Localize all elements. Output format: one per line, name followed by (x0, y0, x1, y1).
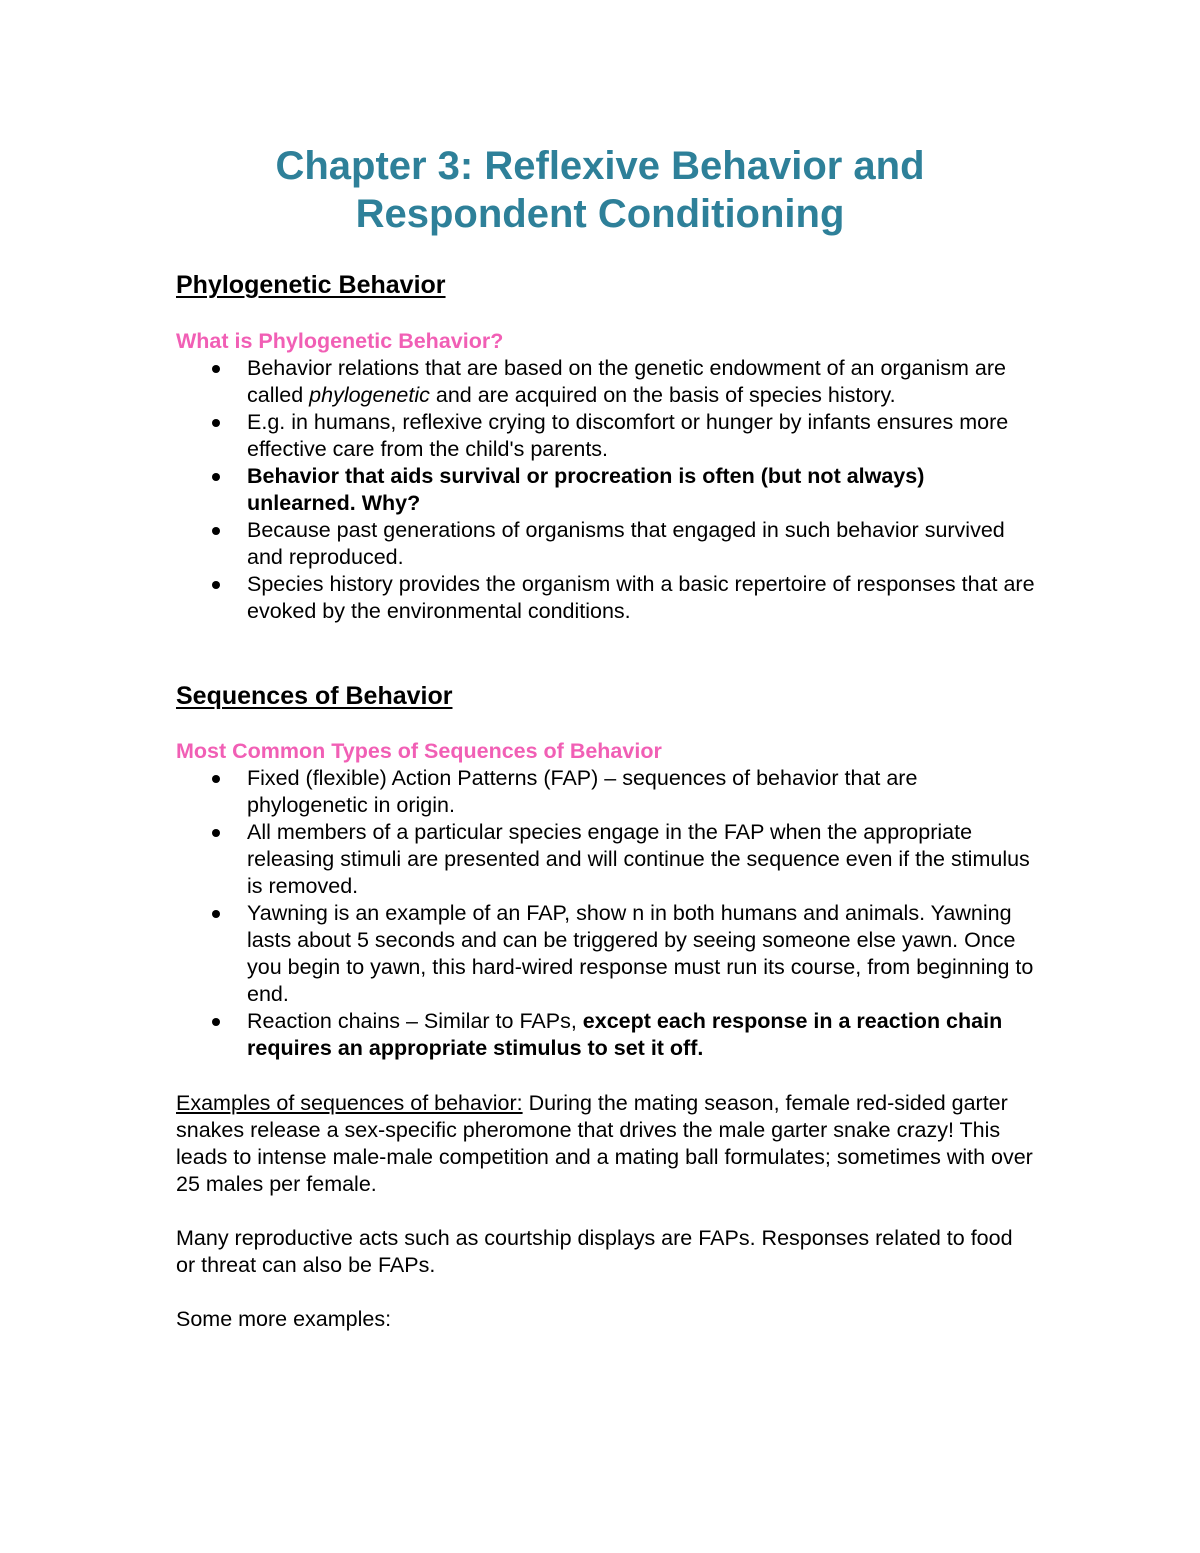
italic-term: phylogenetic (309, 383, 430, 407)
subheading-what-is-phylogenetic: What is Phylogenetic Behavior? (176, 329, 504, 353)
list-item: Because past generations of organisms that engaged in such behavior survived and reproduced. (176, 517, 1036, 571)
bullet-icon (212, 419, 220, 427)
list-item: Fixed (flexible) Action Patterns (FAP) – sequences of behavior that are phylogenetic in origin. (176, 765, 1036, 819)
bullet-icon (212, 829, 220, 837)
list-item: Yawning is an example of an FAP, show n in both humans and animals. Yawning lasts about 5 seconds and can be triggered by seeing someone else yawn. Once you begin to yawn, this hard-wired response must run its course, from beginning to end. (176, 900, 1036, 1008)
title-line-1: Chapter 3: Reflexive Behavior and (275, 144, 925, 188)
list-item: Reaction chains – Similar to FAPs, except each response in a reaction chain requires an appropriate stimulus to set it off. (176, 1008, 1036, 1062)
document-title (176, 142, 1024, 238)
list-item: Species history provides the organism with a basic repertoire of responses that are evoked by the environmental conditions. (176, 571, 1036, 625)
bullet-icon (212, 527, 220, 535)
bullet-icon (212, 365, 220, 373)
list-item: Behavior relations that are based on the genetic endowment of an organism are called phylogenetic and are acquired on the basis of species history. (176, 355, 1036, 409)
more-examples-paragraph: Some more examples: (176, 1307, 392, 1331)
bullet-icon (212, 910, 220, 918)
bold-emphasis: except each response in a reaction chain requires an appropriate stimulus to set it off. (247, 1009, 1003, 1060)
subheading-most-common-types: Most Common Types of Sequences of Behavior (176, 739, 662, 763)
examples-paragraph (176, 1090, 1036, 1198)
bullet-icon (212, 473, 220, 481)
list-item: E.g. in humans, reflexive crying to discomfort or hunger by infants ensures more effective care from the child's parents. (176, 409, 1036, 463)
examples-text: During the mating season, female red-sided garter snakes release a sex-specific pheromone that drives the male garter snake crazy! This leads to intense male-male competition and a mating ball formulates; sometimes with over 25 males per female. (176, 1091, 1033, 1196)
bullet-icon (212, 581, 220, 589)
phylogenetic-bullet-list (176, 355, 1036, 625)
bullet-icon (212, 1018, 220, 1026)
sequences-bullet-list (176, 765, 1036, 1062)
title-line-2: Respondent Conditioning (355, 192, 845, 236)
section-heading-sequences: Sequences of Behavior (176, 682, 453, 710)
section-heading-phylogenetic: Phylogenetic Behavior (176, 271, 446, 299)
list-item: Behavior that aids survival or procreation is often (but not always) unlearned. Why? (176, 463, 1036, 517)
bullet-icon (212, 775, 220, 783)
list-item: All members of a particular species engage in the FAP when the appropriate releasing stimuli are presented and will continue the sequence even if the stimulus is removed. (176, 819, 1036, 900)
examples-label: Examples of sequences of behavior: (176, 1091, 523, 1115)
fap-paragraph: Many reproductive acts such as courtship displays are FAPs. Responses related to food or threat can also be FAPs. (176, 1226, 1013, 1277)
